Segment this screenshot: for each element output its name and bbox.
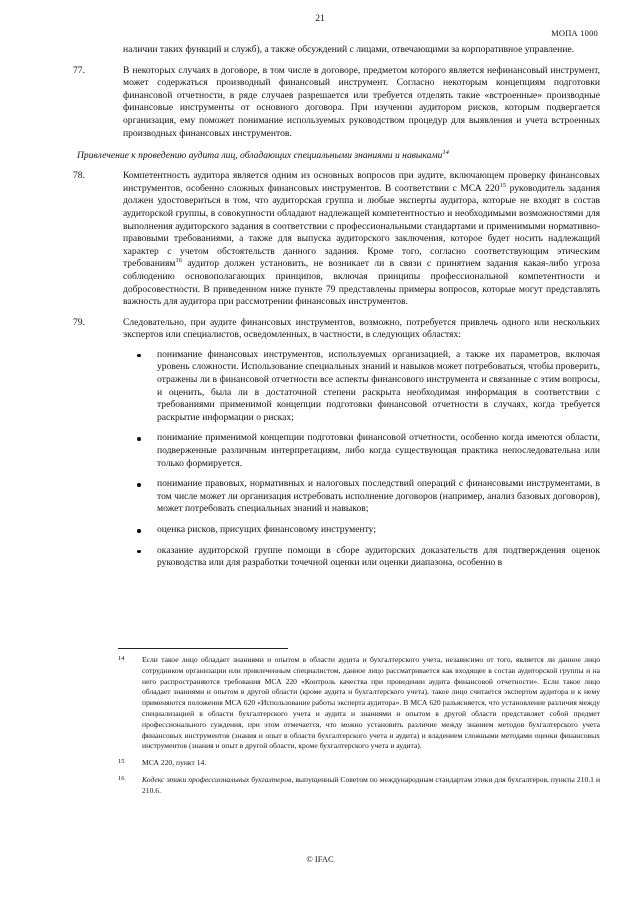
bullet-dot-icon <box>137 483 141 487</box>
bullet-text: оценка рисков, присущих финансовому инструменту; <box>157 524 377 535</box>
bullet-text: понимание применимой концепции подготовки финансовой отчетности, особенно когда имеются области, подверженные различным интерпретациям, либо когда существующая практика непоследовательна или только формируется. <box>157 432 600 469</box>
section-heading-text: Привлечение к проведению аудита лиц, обладающих специальными знаниями и навыками <box>77 150 443 161</box>
bullet-text: оказание аудиторской группе помощи в сборе аудиторских доказательств для подтверждения оценок руководства или для разработки точечной оценки или оценки диапазона, особенно в <box>157 544 600 569</box>
paragraph-77 <box>73 64 600 141</box>
footnote-ref: 15 <box>499 181 507 189</box>
page-number: 21 <box>315 14 325 24</box>
footnote-text: МСА 220, пункт 14. <box>142 758 207 768</box>
main-text <box>73 44 600 578</box>
text-part: Компетентность аудитора является одним из основных вопросов при аудите, включающем проверку финансовых инструментов, особенно сложных финансовых инструментов. В соответствии с МСА 220 <box>123 170 600 194</box>
paragraph-text <box>123 170 600 309</box>
paragraph-text: В некоторых случаях в договоре, в том числе в договоре, предметом которого является нефинансовый инструмент, может содержаться производный финансовый инструмент. Согласно некоторым концепциям подготовки финансовой отчетности, в ряде случаев разрешается или требуется отделять такие «встроенные» производные финансовые инструменты от основного договора. При изучении аудитором рисков, которым подвергается организация, ему поможет понимание используемых руководством процедур для выявления и учета встроенных производных финансовых инструментов. <box>123 64 600 139</box>
bullet-item <box>123 524 600 537</box>
footnote-ref: 16 <box>175 257 182 265</box>
document-code: МОПА 1000 <box>551 28 598 38</box>
bullet-dot-icon <box>137 354 141 358</box>
bullet-item <box>123 478 600 516</box>
footnote-16 <box>118 775 600 797</box>
bullet-item <box>123 432 600 470</box>
intro-paragraph: наличии таких функций и служб), а также обсуждений с лицами, отвечающими за корпоративное управление. <box>123 44 575 55</box>
paragraph-number: 78. <box>73 170 85 182</box>
footnote-divider <box>118 648 288 649</box>
footnote-15 <box>118 758 600 769</box>
bullet-list <box>123 349 600 570</box>
footnote-body: , выпущенный Советом по международным стандартам этики для бухгалтеров, пункты 210.1 и 210.6. <box>142 774 601 795</box>
footnote-title: Кодекс этики профессиональных бухгалтеров <box>142 774 292 784</box>
paragraph-number: 79. <box>73 316 85 328</box>
footnote-number: 14 <box>118 655 125 662</box>
bullet-dot-icon <box>137 529 141 533</box>
footer-copyright: © IFAC <box>306 854 334 864</box>
footnote-number: 15 <box>118 758 125 766</box>
bullet-dot-icon <box>137 550 141 554</box>
bullet-text: понимание правовых, нормативных и налоговых последствий операций с финансовыми инструментами, в том числе может ли организация истребовать исполнение договоров (например, анализ базовых договоров), может потребовать специальных знаний и навыков; <box>157 478 600 515</box>
bullet-dot-icon <box>137 437 141 441</box>
footnote-number: 16 <box>118 774 125 782</box>
paragraph-79 <box>73 316 600 570</box>
footnotes <box>118 655 600 803</box>
text-part: руководитель задания должен удостовериться в том, что аудиторская группа и любые эксперты аудитора, которые не входят в состав аудиторской группы, в совокупности обладают надлежащей компетентностью и необходимыми возможностями для выполнения аудиторского задания в соответствии с профессиональными стандартами и применимыми нормативно-правовыми требованиями, а также для выпуска аудиторского заключения, которое будет носить надлежащий характер с учетом обстоятельств данного задания. Кроме того, согласно соответствующим этическим требованиям <box>123 182 600 270</box>
text-part: аудитор должен установить, не возникает ли в связи с принятием задания какая-либо угроза соблюдению основополагающих принципов, включая принципы профессиональной компетентности и добросовестности. В приведенном ниже пункте 79 представлены примеры вопросов, которые могут представлять важность для аудитора при рассмотрении финансовых инструментов. <box>123 258 600 308</box>
paragraph-text: Следовательно, при аудите финансовых инструментов, возможно, потребуется привлечь одного или нескольких экспертов или специалистов, осведомленных, в частности, в следующих областях: <box>123 316 600 341</box>
bullet-text: понимание финансовых инструментов, используемых организацией, а также их параметров, включая уровень сложности. Использование специальных знаний и навыков может потребоваться, чтобы проверить, отражены ли в финансовой отчетности все аспекты финансового инструмента и связанные с этим вопросы, и оценить, была ли в достаточной степени раскрыта необходимая информация в соответствии с требованиями применимой концепции подготовки финансовой отчетности в случаях, когда требуется раскрытие информации о рисках; <box>157 348 600 423</box>
footnote-text: Если такое лицо обладает знаниями и опытом в области аудита и бухгалтерского учета, независимо от того, является ли данное лицо сотрудником организации или привлеченным специалистом, данное лицо рассматривается как входящее в состав аудиторской группы и на него распространяются требования МСА 220 «Контроль качества при проведении аудита финансовой отчетности». Если такое лицо обладает знаниями и опытом в другой области (кроме аудита и бухгалтерского учета), такое лицо считается экспертом аудитора и к нему применяются положения МСА 620 «Использование работы эксперта аудитора». В МСА 620 разъясняется, что установление различия между специализацией в области бухгалтерского учета и аудита и знаниями и опытом в другой области представляет собой предмет профессионального суждения, при этом отмечается, что можно установить различие между знанием методов бухгалтерского учета финансовых инструментов (знания и опыт в области бухгалтерского учета и аудита) и владением сложными методами оценки финансовых инструментов (знания и опыт в другой области, кроме бухгалтерского учета и аудита). <box>142 655 600 751</box>
bullet-item <box>123 545 600 570</box>
footnote-14 <box>118 655 600 752</box>
footnote-text <box>142 775 600 797</box>
paragraph-78 <box>73 170 600 309</box>
footnote-ref: 14 <box>442 148 449 156</box>
section-heading <box>77 150 600 161</box>
paragraph-number: 77. <box>73 64 85 76</box>
bullet-item <box>123 349 600 425</box>
